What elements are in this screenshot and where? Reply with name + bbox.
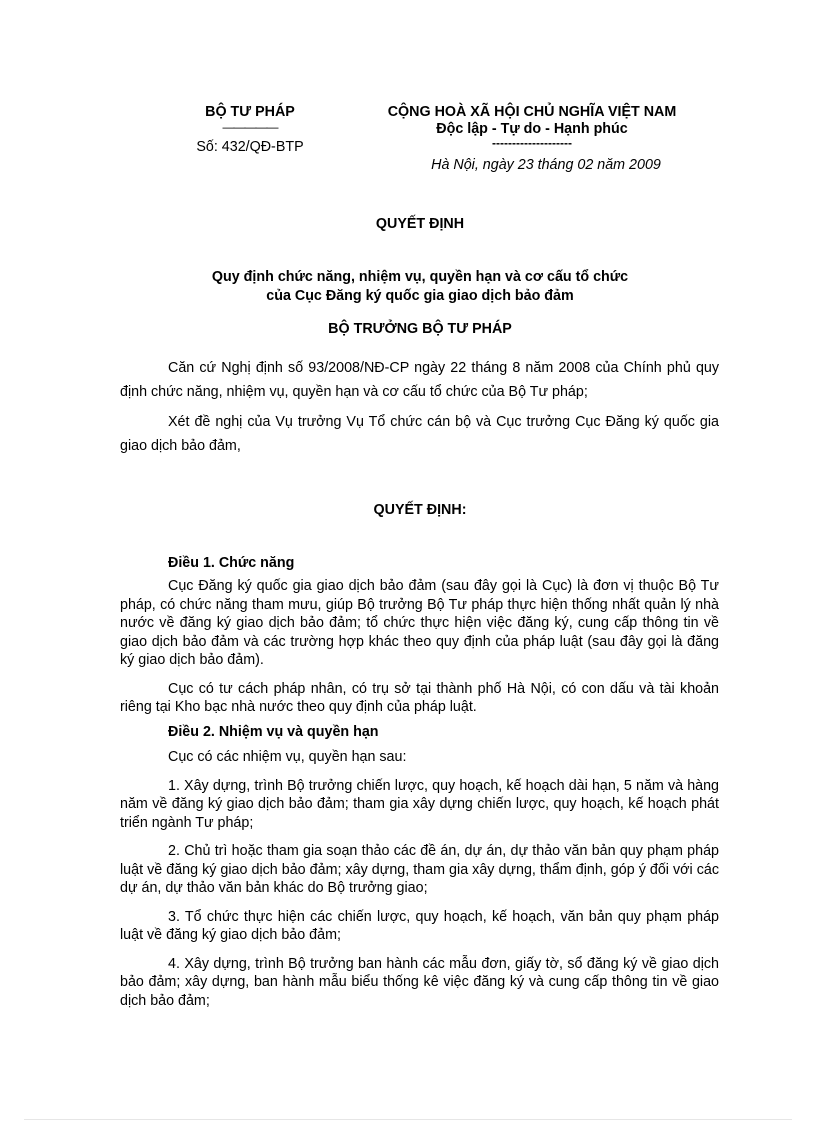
legal-basis-2: Xét đề nghị của Vụ trưởng Vụ Tổ chức cán bộ và Cục trưởng Cục Đăng ký quốc gia giao dịch bảo đảm, [120, 414, 719, 454]
subject-line-2: của Cục Đăng ký quốc gia giao dịch bảo đảm [266, 288, 574, 304]
legal-basis-1: Căn cứ Nghị định số 93/2008/NĐ-CP ngày 22 tháng 8 năm 2008 của Chính phủ quy định chức năng, nhiệm vụ, quyền hạn và cơ cấu tổ chức của Bộ Tư pháp; [120, 360, 719, 400]
place-date: Hà Nội, ngày 23 tháng 02 năm 2009 [431, 157, 661, 173]
nation-name: CỘNG HOÀ XÃ HỘI CHỦ NGHĨA VIỆT NAM [387, 104, 677, 120]
document-type-title: QUYẾT ĐỊNH [375, 216, 465, 232]
document-number: Số: 432/QĐ-BTP [196, 139, 304, 155]
article-2-body [120, 748, 719, 1010]
motto-rule: -------------------- [492, 136, 572, 150]
national-motto: Độc lập - Tự do - Hạnh phúc [436, 121, 628, 137]
subject-line-1: Quy định chức năng, nhiệm vụ, quyền hạn và cơ cấu tổ chức [211, 269, 629, 285]
article-2-item: 4. Xây dựng, trình Bộ trưởng ban hành các mẫu đơn, giấy tờ, sổ đăng ký về giao dịch bảo đảm; xây dựng, ban hành mẫu biểu thống kê việc đăng ký và cung cấp thông tin về giao dịch bảo đảm; [120, 955, 719, 1009]
article-2-intro: Cục có các nhiệm vụ, quyền hạn sau: [168, 749, 407, 765]
preamble [120, 356, 719, 458]
article-2-item: 1. Xây dựng, trình Bộ trưởng chiến lược, quy hoạch, kế hoạch dài hạn, 5 năm và hàng năm về đăng ký giao dịch bảo đảm; tham gia xây dựng chiến lược, quy hoạch, kế hoạch phát triển ngành Tư pháp; [120, 777, 719, 831]
article-2-item: 2. Chủ trì hoặc tham gia soạn thảo các đề án, dự án, dự thảo văn bản quy phạm pháp luật về đăng ký giao dịch bảo đảm; xây dựng, tham gia xây dựng, thẩm định, góp ý đối với các dự án, dự thảo văn bản khác do Bộ trưởng giao; [120, 843, 719, 896]
page-bottom-rule [24, 1119, 792, 1120]
article-1-paragraph: Cục có tư cách pháp nhân, có trụ sở tại thành phố Hà Nội, có con dấu và tài khoản riêng tại Kho bạc nhà nước theo quy định của pháp luật. [120, 680, 719, 715]
article-2-item: 3. Tổ chức thực hiện các chiến lược, quy hoạch, kế hoạch, văn bản quy phạm pháp luật về đăng ký giao dịch bảo đảm; [120, 908, 719, 943]
decision-heading: QUYẾT ĐỊNH: [373, 502, 467, 518]
article-1-body [120, 577, 719, 717]
article-1-paragraph: Cục Đăng ký quốc gia giao dịch bảo đảm (sau đây gọi là Cục) là đơn vị thuộc Bộ Tư pháp, có chức năng tham mưu, giúp Bộ trưởng Bộ Tư pháp thực hiện thống nhất quản lý nhà nước về đăng ký giao dịch bảo đảm; tổ chức thực hiện việc đăng ký, cung cấp thông tin về giao dịch bảo đảm và các trường hợp khác theo quy định của pháp luật (sau đây gọi là đăng ký giao dịch bảo đảm). [120, 578, 719, 668]
article-1-heading: Điều 1. Chức năng [168, 555, 295, 571]
article-2-heading: Điều 2. Nhiệm vụ và quyền hạn [168, 724, 379, 740]
ministry-rule: ————— [222, 120, 278, 134]
ministry-name: BỘ TƯ PHÁP [205, 104, 295, 120]
issuing-authority: BỘ TRƯỞNG BỘ TƯ PHÁP [328, 321, 512, 337]
